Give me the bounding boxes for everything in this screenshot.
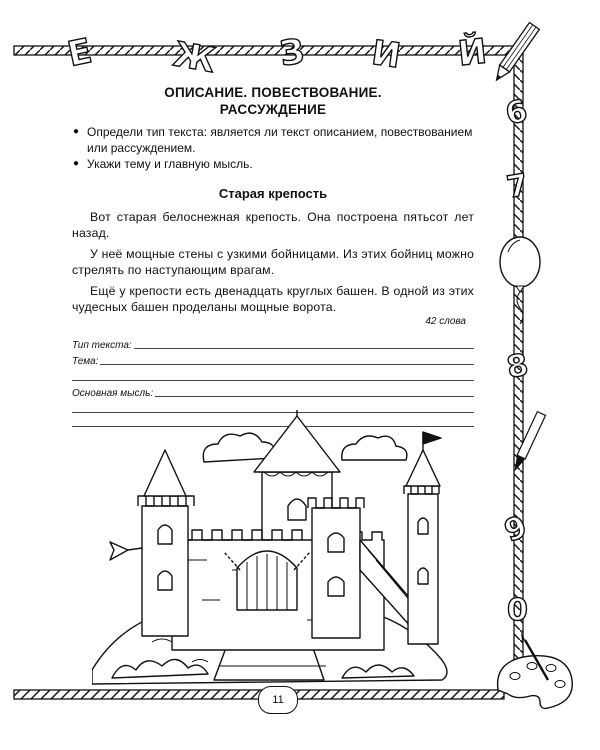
theme-answer-line[interactable] <box>100 364 474 365</box>
palette-icon <box>498 632 573 708</box>
task-item: ● Укажи тему и главную мысль. <box>72 156 474 172</box>
lesson-content <box>72 84 474 427</box>
border-letter-ze: З <box>277 31 307 75</box>
right-tower <box>312 508 360 638</box>
main-idea-answer-line[interactable] <box>155 396 474 397</box>
tall-tower-flag <box>423 432 441 444</box>
theme-label: Тема: <box>72 356 99 367</box>
border-letter-i: И <box>369 32 403 77</box>
story-paragraph: У неё мощные стены с узкими бойницами. Из этих бойниц можно стрелять по наступающим врагам. <box>72 247 474 277</box>
lesson-title-line1: ОПИСАНИЕ. ПОВЕСТВОВАНИЕ. <box>164 85 382 100</box>
story-paragraph: Вот старая белоснежная крепость. Она построена пятьсот лет назад. <box>72 210 474 240</box>
story-paragraph: Ещё у крепости есть двенадцать круглых башен. В одной из этих чудесных башен проделаны мощные ворота. <box>72 284 474 314</box>
text-type-label: Тип текста: <box>72 340 132 351</box>
main-idea-label: Основная мысль: <box>72 388 154 399</box>
word-count: 42 слова <box>425 316 466 327</box>
main-idea-field[interactable] <box>72 385 474 399</box>
castle-illustration <box>92 410 482 685</box>
task-list <box>72 124 474 172</box>
left-tower-roof <box>144 450 186 496</box>
border-digit-0: 0 <box>507 593 528 628</box>
border-letter-i-kratkoe: Й <box>456 31 489 75</box>
cloud-left <box>203 433 275 462</box>
theme-field[interactable] <box>72 353 474 367</box>
text-type-answer-line[interactable] <box>134 348 474 349</box>
theme-answer-line-2[interactable] <box>72 367 474 381</box>
border-digit-6: 6 <box>502 93 531 133</box>
border-letter-ye: Е <box>64 31 96 76</box>
border-letter-zhe: Ж <box>170 34 219 82</box>
left-flag <box>110 542 128 560</box>
lesson-title-line2: РАССУЖДЕНИЕ <box>219 102 327 117</box>
border-digit-9: 9 <box>499 509 532 550</box>
story-title: Старая крепость <box>218 186 328 201</box>
page-number: 11 <box>258 686 298 714</box>
text-type-field[interactable] <box>72 337 474 351</box>
lesson-title <box>72 84 474 118</box>
border-digit-8: 8 <box>504 347 531 386</box>
tall-tower-roof <box>406 450 440 486</box>
story-text <box>72 209 474 315</box>
task-item: ● Определи тип текста: является ли текст описанием, повествованием или рассуждением. <box>72 124 474 156</box>
border-digit-7: 7 <box>504 167 531 206</box>
cloud-right <box>342 436 407 460</box>
